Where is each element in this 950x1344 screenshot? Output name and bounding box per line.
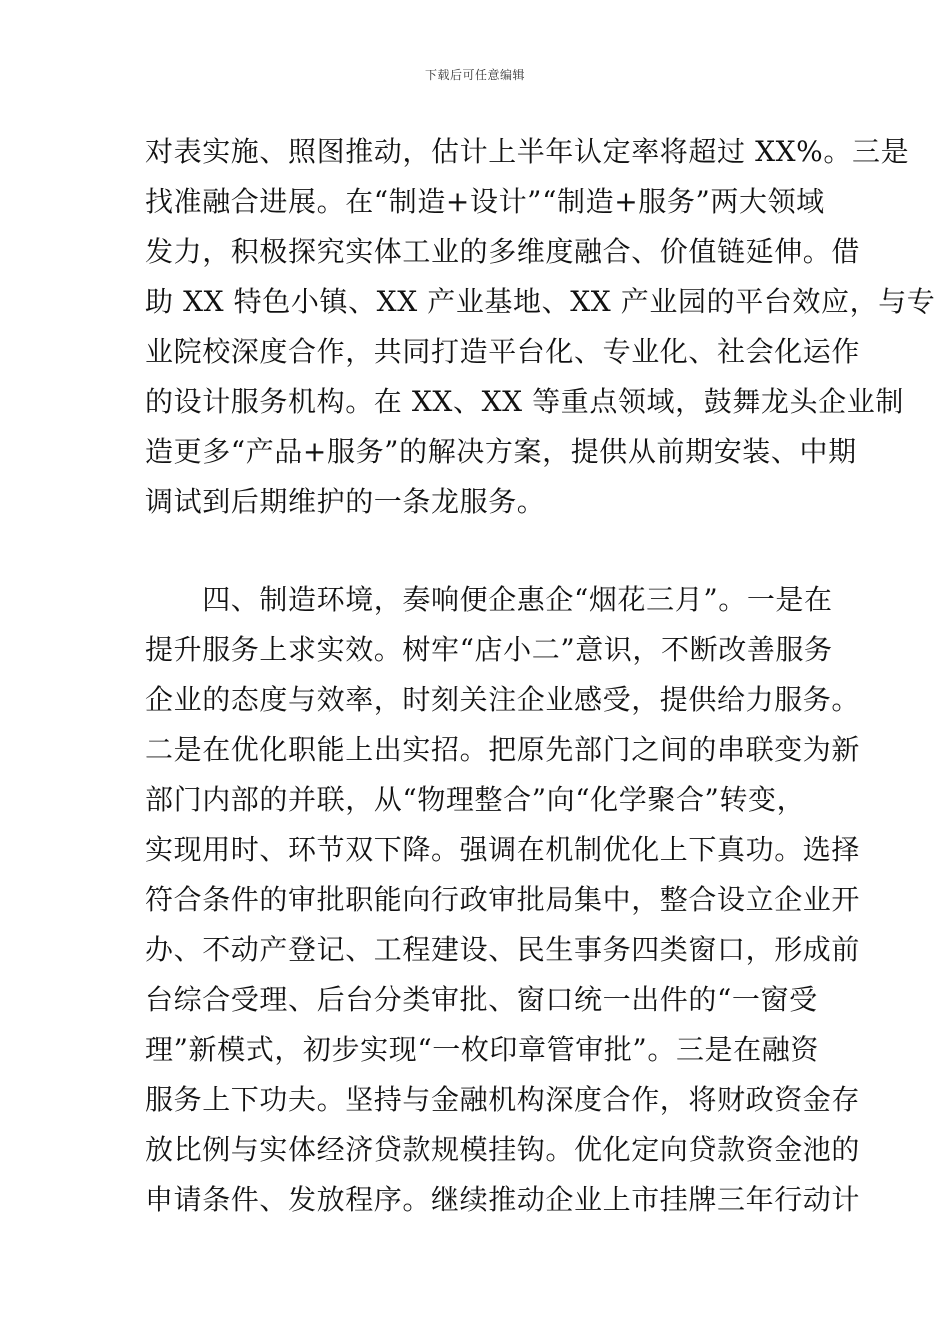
paragraph-line: 放比例与实体经济贷款规模挂钩。优化定向贷款资金池的 bbox=[145, 1133, 861, 1166]
paragraph-line: 对表实施、照图推动，估计上半年认定率将超过 XX%。三是 bbox=[145, 135, 910, 168]
paragraph-line: 调试到后期维护的一条龙服务。 bbox=[145, 485, 546, 518]
paragraph-line: 台综合受理、后台分类审批、窗口统一出件的“一窗受 bbox=[145, 983, 818, 1016]
paragraph-line: 二是在优化职能上出实招。把原先部门之间的串联变为新 bbox=[145, 733, 861, 766]
paragraph-line: 的设计服务机构。在 XX、XX 等重点领域，鼓舞龙头企业制 bbox=[145, 385, 904, 418]
paragraph-line: 企业的态度与效率，时刻关注企业感受，提供给力服务。 bbox=[145, 683, 861, 716]
paragraph-line: 业院校深度合作，共同打造平台化、专业化、社会化运作 bbox=[145, 335, 861, 368]
paragraph-line: 发力，积极探究实体工业的多维度融合、价值链延伸。借 bbox=[145, 235, 861, 268]
paragraph-line: 符合条件的审批职能向行政审批局集中，整合设立企业开 bbox=[145, 883, 861, 916]
paragraph-line: 实现用时、环节双下降。强调在机制优化上下真功。选择 bbox=[145, 833, 861, 866]
paragraph-line: 申请条件、发放程序。继续推动企业上市挂牌三年行动计 bbox=[145, 1183, 861, 1216]
paragraph-line: 办、不动产登记、工程建设、民生事务四类窗口，形成前 bbox=[145, 933, 861, 966]
header-note: 下载后可任意编辑 bbox=[424, 68, 525, 82]
paragraph-line: 部门内部的并联，从“物理整合”向“化学聚合”转变， bbox=[145, 783, 806, 816]
paragraph-line: 服务上下功夫。坚持与金融机构深度合作，将财政资金存 bbox=[145, 1083, 861, 1116]
paragraph-line: 理”新模式，初步实现“一枚印章管审批”。三是在融资 bbox=[145, 1033, 819, 1066]
paragraph-line: 找准融合进展。在“制造+设计”“制造+服务”两大领域 bbox=[145, 185, 825, 218]
paragraph-line: 造更多“产品+服务”的解决方案，提供从前期安装、中期 bbox=[145, 435, 857, 468]
paragraph-line: 助 XX 特色小镇、XX 产业基地、XX 产业园的平台效应，与专 bbox=[145, 285, 936, 318]
paragraph-line: 提升服务上求实效。树牢“店小二”意识，不断改善服务 bbox=[145, 633, 833, 666]
paragraph-line: 四、制造环境，奏响便企惠企“烟花三月”。一是在 bbox=[145, 583, 833, 616]
